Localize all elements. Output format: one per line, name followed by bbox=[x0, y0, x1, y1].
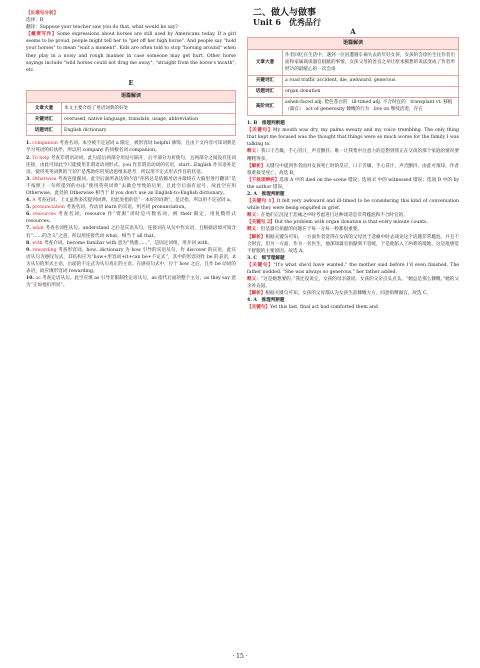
table-header: 语篇解读 bbox=[248, 38, 459, 50]
answer-item bbox=[26, 197, 236, 204]
item-number: 8. bbox=[26, 240, 31, 246]
table-header: 语篇解读 bbox=[27, 90, 236, 102]
answer-explanation: 考查名词。作动词 learn 的宾语，用名词 pronunciation。 bbox=[66, 205, 189, 211]
explanation-tag: 释义： bbox=[247, 149, 261, 155]
table-row: 关键词汇 a road traffic accident, die, awkward, generous bbox=[248, 75, 459, 86]
answer-word: A bbox=[32, 198, 36, 204]
explanation-tag: 【解析】 bbox=[247, 291, 266, 297]
item-number: 6. bbox=[26, 212, 31, 218]
answer-explanation: 考查名词。resource 作“资源”讲时是可数名词，被 their 限定，用复数形式 resources。 bbox=[26, 212, 236, 225]
explanation-tag: 【关键句】 bbox=[247, 128, 273, 134]
item-number: 10. bbox=[26, 276, 34, 282]
answer-word: To help bbox=[32, 155, 50, 161]
explanation-line bbox=[247, 304, 459, 311]
explanation-line bbox=[247, 177, 459, 191]
item-number: 7. bbox=[26, 226, 31, 232]
item-number: 2. bbox=[26, 155, 31, 161]
answer-word: as bbox=[35, 276, 41, 282]
explanation-tag: 释义： bbox=[247, 277, 261, 283]
explanation-text: But the problem with organ donation is that every minute counts. bbox=[274, 220, 428, 226]
table-row: 话题词汇 organ donation bbox=[248, 86, 459, 97]
explanation-line bbox=[247, 226, 459, 233]
answer-item bbox=[26, 225, 236, 239]
explanation-tag: 释义： bbox=[247, 213, 261, 219]
answer-word: what bbox=[32, 226, 44, 232]
explanation-line bbox=[247, 127, 459, 148]
note-line bbox=[26, 24, 236, 31]
explanation-tag: 【关键句 1】 bbox=[247, 199, 277, 205]
passage-analysis-table-a bbox=[247, 37, 459, 116]
explanation-text: It felt very awkward and ill-timed to be considering this kind of conversation while they were being engulfed in grief. bbox=[247, 199, 459, 212]
table-row: 文章大意 作者回忆在生活中，遇到一位因遭遇车祸失去的年轻女孩，女孩的会诊医生往作者出面和家属商谈器官捐献的事情，女孩父母的善良之举让原本极想的说法变成了作者所经历的最暖心的一次会谈 bbox=[248, 50, 459, 75]
answer-word: companion bbox=[32, 141, 58, 147]
item-number: 5. bbox=[26, 205, 31, 211]
page-number: · 15 · bbox=[232, 653, 248, 660]
explanation-tag: 【干扰项辨析】 bbox=[247, 177, 280, 183]
answer-word: resources bbox=[33, 212, 56, 218]
left-column bbox=[26, 10, 236, 289]
explanation-line bbox=[247, 198, 459, 212]
explanation-tag: 【关键句】 bbox=[247, 262, 274, 268]
note-line bbox=[26, 17, 236, 24]
passage-analysis-table-e bbox=[26, 90, 236, 136]
answer-explanations-e bbox=[26, 140, 236, 289]
answer-explanation: 考查定语从句。此空应填 as 引导非限制性定语从句，as 指代后面的整个主句，as they say 意为“正如他们所说”。 bbox=[26, 276, 236, 289]
answer-item bbox=[26, 140, 236, 154]
item-number: 3. bbox=[26, 176, 31, 182]
explanation-text: 选项 A 中的 died on the scene 错误；选项 C 中的 witnessed 错误；选项 D 中的 by the author 错误。 bbox=[247, 177, 459, 190]
answer-item bbox=[26, 240, 236, 247]
explanation-line bbox=[247, 262, 459, 276]
answer-word: pronunciation bbox=[32, 205, 65, 211]
question-heading: 2. A 推理判断题 bbox=[247, 191, 285, 197]
table-row: 关键词汇 overused, native language, translate, usage, abbreviation bbox=[27, 114, 236, 125]
explanation-text: 根据关键句可知，女孩的父母都认为女孩生前慷慨大方，同意捐赠器官。故选 C。 bbox=[265, 291, 432, 297]
explanation-tag: 【关键句 2】 bbox=[247, 220, 275, 226]
table-row: 文章大意 本文主要介绍了英语词典的好处 bbox=[27, 103, 236, 114]
explanation-line bbox=[247, 234, 459, 255]
explanation-line bbox=[247, 276, 459, 290]
item-number: 4. bbox=[26, 198, 31, 204]
explanation-text: Yet this last, final act had comforted them and bbox=[269, 305, 378, 311]
answer-word: with bbox=[32, 240, 43, 246]
explanation-line bbox=[247, 290, 459, 297]
answer-explanation: 考查连接副词。此空后面所表达的内容“你将总是依赖母语并最终在大脑里进行翻译”是不按照上一句所提到的办法“使用英英词典”去做会导致的后果，且此空后面有逗号，故此空应用 Otherwise。此处的 Otherwise 相当于 If you don't use an English-to-English dictionary。 bbox=[26, 176, 237, 196]
answer-item bbox=[26, 275, 236, 289]
answer-explanation: 考查冠词。上文虽然多次提到词典，但此处指的是“一本好的词典”，是泛指，所以用不定冠词 a。 bbox=[37, 198, 235, 204]
answer-item bbox=[26, 155, 236, 176]
note-tag: 【概要写作】 bbox=[26, 32, 58, 38]
question-heading: 1. B 推理判断题 bbox=[247, 121, 285, 127]
answer-item bbox=[26, 211, 236, 225]
answer-item bbox=[26, 247, 236, 275]
answer-word: Otherwise bbox=[32, 176, 57, 182]
explanation-text: 我口干舌燥，手心冒汗，声音颤抖。唯一让我集中注意力的是想到我正在交谈的那个家庭的情况要糟糕得多。 bbox=[247, 149, 459, 162]
right-column bbox=[247, 10, 459, 312]
note-text: Some expressions about horses are still used by Americans today. If a girl seems to be proud, people might tell her to "get off her high horse". And people say "hold your horses" to mean "wait a moment". Kids are often told to stop "horsing around" when they play in a noisy and rough manner in case someone may get hurt. Other horse sayings include "wild horses could not drag me away", "straight from the horse's mouth", etc. bbox=[26, 32, 236, 73]
note-line bbox=[26, 10, 236, 17]
explanation-text: 在他们正沉浸于悲痛之中时考虑进行这种谈话是非常尴尬和不合时宜的。 bbox=[260, 213, 408, 219]
note-tag: 【长难句分析】 bbox=[26, 11, 59, 16]
item-number: 1. bbox=[26, 141, 31, 147]
explanation-text: "It's what she'd have wanted," the mother said before I'd even finished. The father nodded. "She was always so generous," her father added. bbox=[247, 262, 459, 275]
note-line bbox=[26, 31, 236, 74]
answer-word: rewarding bbox=[32, 247, 57, 253]
explanation-line bbox=[247, 163, 459, 177]
question-heading: 3. C 细节理解题 bbox=[247, 255, 285, 261]
chapter-title: 二、做人与做事 bbox=[253, 8, 317, 18]
answer-explanation: 考查非谓语动词。此句前后两部分用逗号隔开，后半部分为祈使句，且两部分之间没有连词连接，由此可知此空只能使用非谓语动词形式。you 作非谓语动词的宾语，start...English 作宾语补足语。使用英英词典的“目的”是帮助你用英语思维来思考，所以用不定式形式作目的状语。 bbox=[26, 155, 236, 175]
table-row: 话题词汇 English dictionary bbox=[27, 125, 236, 136]
answer-item bbox=[26, 204, 236, 211]
section-a-heading: A bbox=[350, 27, 356, 37]
explanation-line bbox=[247, 219, 459, 226]
question-heading: 4. A 推理判断题 bbox=[247, 298, 285, 304]
explanation-text: My mouth was dry, my palms sweaty and my voice trembling. The only thing that kept me focused was the thought that things were so much worse for the family I was talking to. bbox=[247, 128, 459, 148]
explanation-tag: 【解析】 bbox=[247, 234, 266, 240]
explanation-text: 根据关键句可知，一方面作者觉得在女孩的父母处于悲痛中时去谈论这个话题非常尴尬，并且不合时宜，但另一方面，作为一名医生，他深知器官捐献刻不容缓，于是他陷入了两难的境地，这是他感觉不舒服的主要原因。故选 A。 bbox=[247, 234, 459, 254]
note-text: 翻译：Suppose your teacher saw you do that, what would he say? bbox=[26, 25, 178, 31]
explanation-text: 但是器官捐献的问题在于每一分每一秒都很重要。 bbox=[260, 227, 362, 233]
explanation-text: 关键句中提到作者面对女孩死亡时的反应，口干舌燥，手心冒汗，声音颤抖，由此可推知，作者很难接受死亡。故选 B。 bbox=[247, 163, 459, 176]
answer-explanation: 考查名词性从句。understand 之后是宾语从句，连接词在从句中作宾语，且根据语境可知含有“……的含义”之意，所以用连接代词 what，相当于 all that。 bbox=[26, 226, 236, 239]
answer-explanation: 考查名词。本空被不定冠词 a 限定，被形容词 helpful 修饰，且由下文内容可知词典是学习英语的好伙伴，所以用 company 的同根名词 companion。 bbox=[26, 141, 236, 154]
explanation-line bbox=[247, 148, 459, 162]
explanation-text: “这是她想要的。”我还没说完，女孩的母亲就说。女孩的父亲点头点头。“她总是那么慷慨，”她的父亲补充道。 bbox=[247, 277, 459, 290]
explanation-line bbox=[247, 212, 459, 219]
section-e-heading: E bbox=[128, 78, 134, 87]
answer-explanation: 考查形容词。how...dictionary 为 how 引导的宾语从句，作 discover 的宾语，此宾语从句为感叹句式，其结构应为“how+形容词+it+can be+不定式”，其中的形容词作 be 的表语，it 为从句的形式主语，后面的不定式为从句真正的主语。在感叹句式中，位于 how 之后，且作 be 动词的表语，故应填形容词 rewarding。 bbox=[26, 247, 236, 274]
item-number: 9. bbox=[26, 247, 31, 253]
unit-title: Unit 6 优秀品行 bbox=[253, 17, 321, 28]
note-text: 选择：B bbox=[26, 18, 44, 24]
answer-explanation: 考查介词。become familiar with 意为“熟悉……”，是固定词组，用介词 with。 bbox=[43, 240, 213, 246]
explanation-tag: 【关键句】 bbox=[247, 305, 270, 311]
answer-explanations-a bbox=[247, 120, 459, 312]
answer-item bbox=[26, 176, 236, 197]
answer-notes bbox=[26, 10, 236, 74]
explanation-tag: 释义： bbox=[247, 227, 261, 233]
explanation-tag: 【解析】 bbox=[247, 163, 266, 169]
table-row: 高阶词汇 ashen-faced adj. 脸色苍白的 ill-timed adj. 不合时宜的 transplant vt. 移植（器官） act of generosity 慷慨的行为 live on 继续活着，存在 bbox=[248, 97, 459, 115]
